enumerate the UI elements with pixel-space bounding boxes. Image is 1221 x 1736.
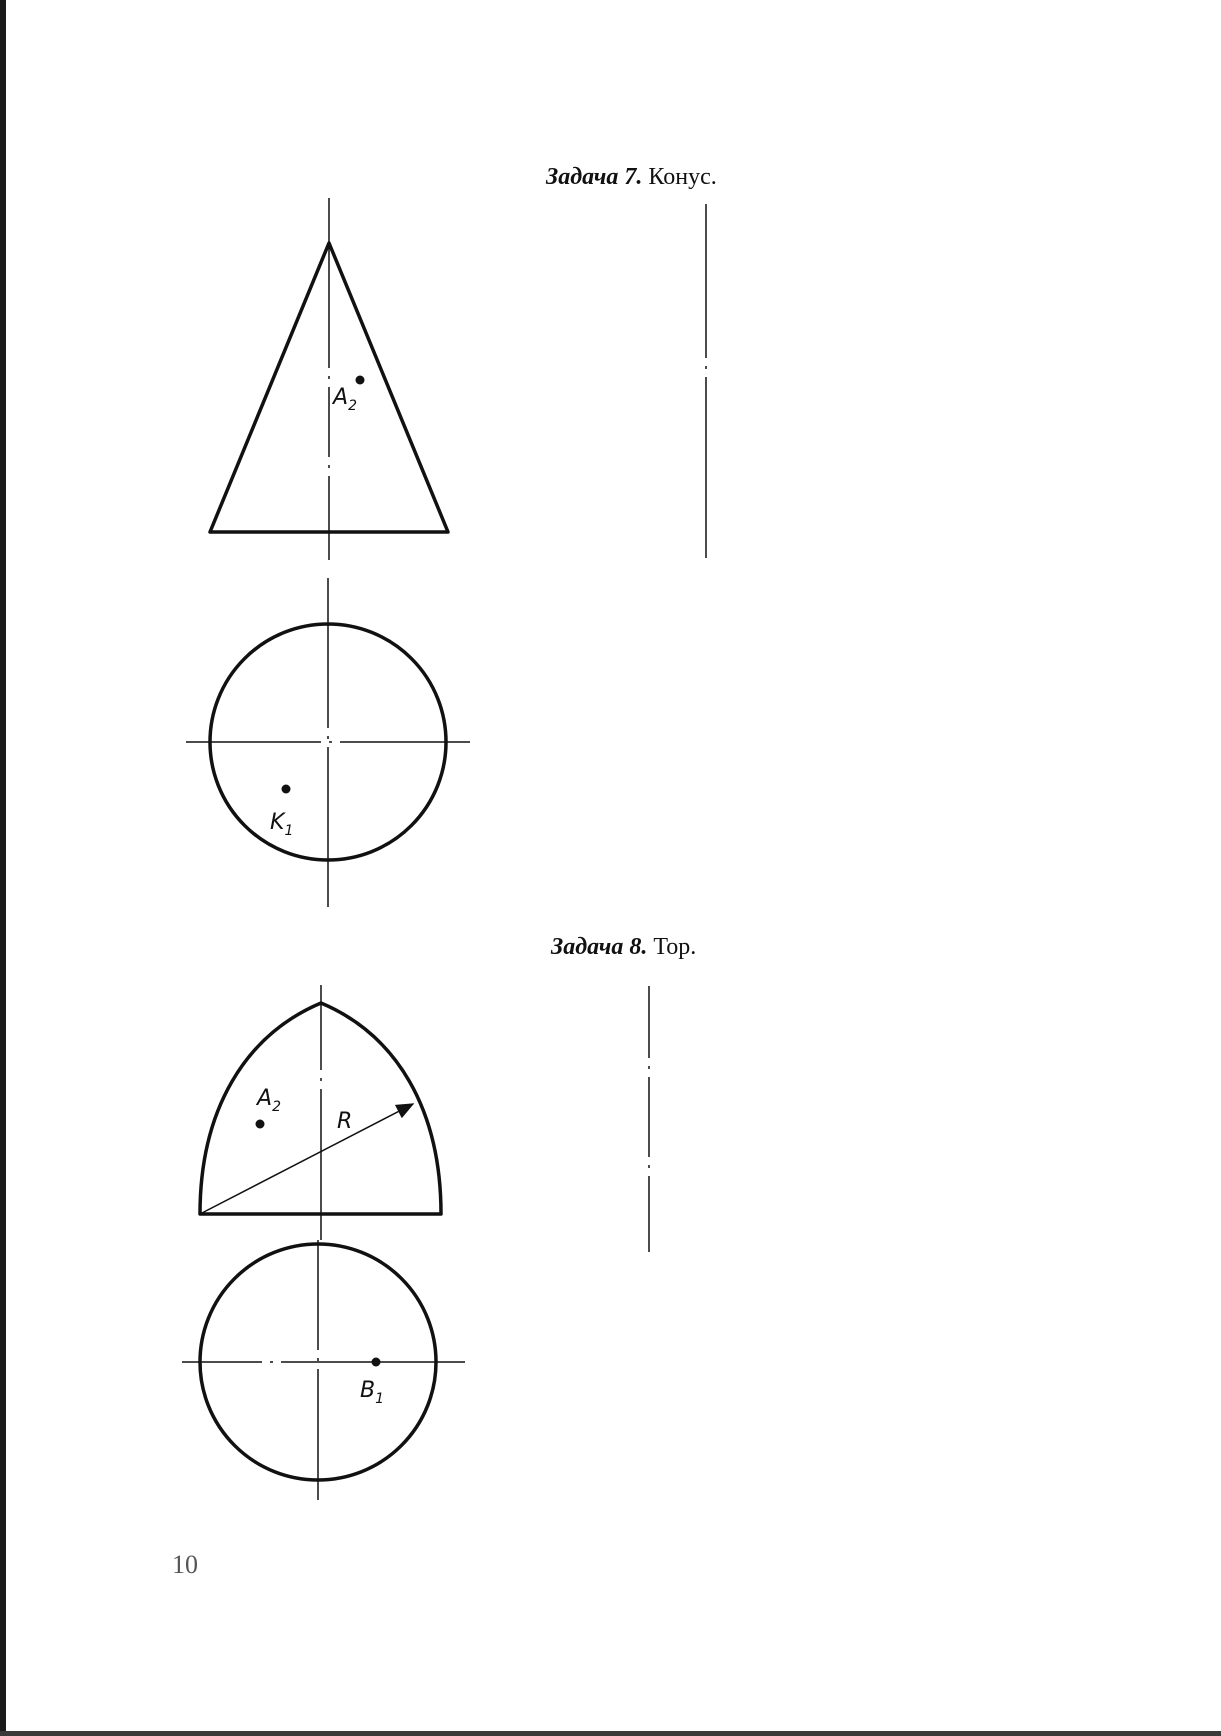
torus-top-view	[182, 1240, 465, 1500]
point-k1	[282, 785, 291, 794]
point-a2-torus	[256, 1120, 265, 1129]
task-8-label: Задача 8.	[551, 934, 648, 960]
radius-label: R	[337, 1109, 353, 1134]
point-a2-torus-label: $A_2$	[257, 1086, 281, 1115]
point-b1	[372, 1358, 381, 1367]
cone-top-view	[186, 578, 470, 907]
point-a2-cone	[356, 376, 365, 385]
task-7-name: Конус.	[648, 164, 717, 190]
radius-arrow	[200, 1104, 413, 1214]
point-b1-label: $B_1$	[360, 1378, 385, 1407]
task-7-label: Задача 7.	[546, 164, 643, 190]
torus-front-view	[200, 985, 441, 1240]
point-a2-cone-label: $A_2$	[333, 385, 357, 414]
page-number: 10	[172, 1550, 198, 1579]
cone-front-view	[210, 198, 448, 560]
task-8-name: Тор.	[653, 934, 697, 960]
point-k1-label: $K_1$	[270, 810, 294, 839]
